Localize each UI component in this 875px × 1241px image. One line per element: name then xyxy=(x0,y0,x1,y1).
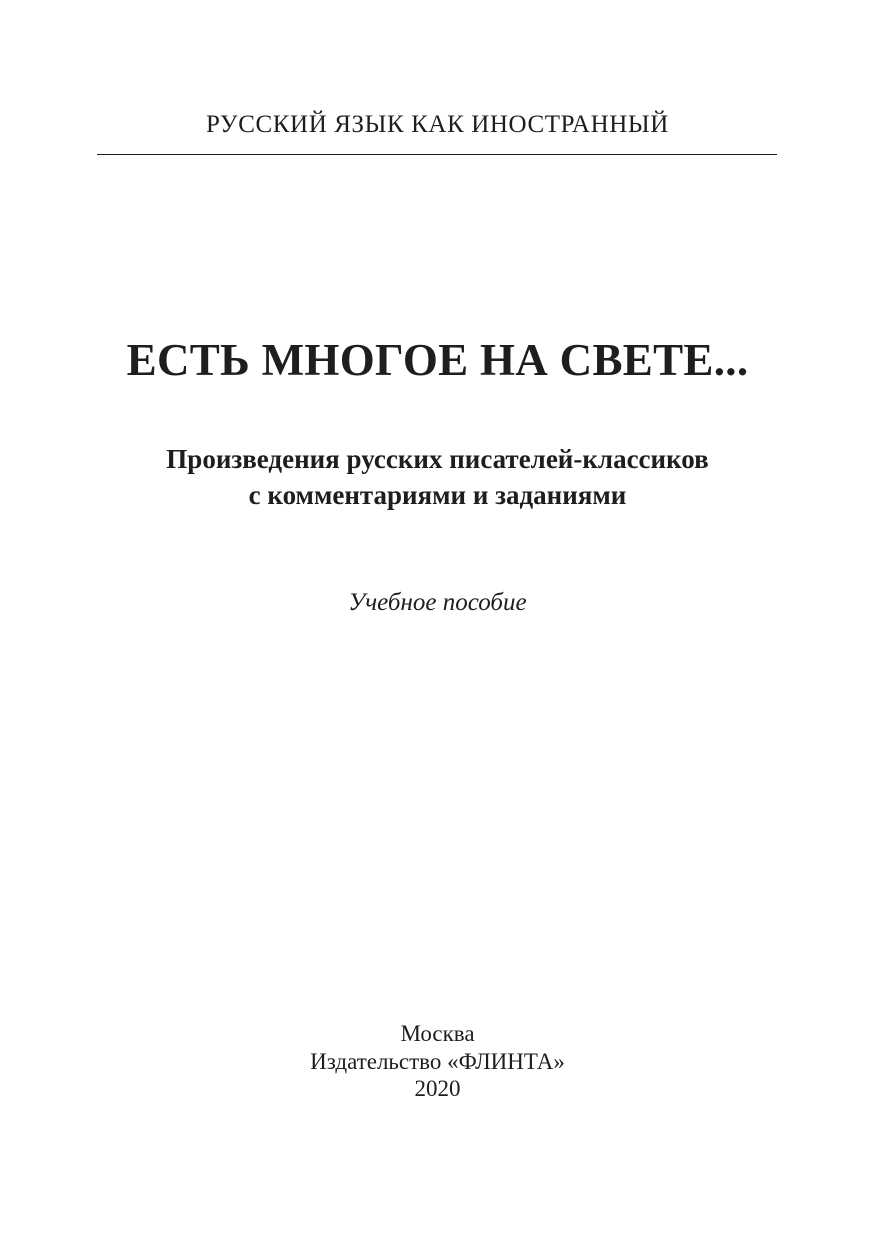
subtitle-line-1: Произведения русских писателей-классиков xyxy=(166,444,709,474)
book-subtitle xyxy=(0,441,875,513)
imprint-year: 2020 xyxy=(414,1076,461,1101)
header-rule xyxy=(97,154,777,155)
book-title: ЕСТЬ МНОГОЕ НА СВЕТЕ... xyxy=(126,335,749,385)
imprint-city: Москва xyxy=(400,1021,475,1046)
series-title: РУССКИЙ ЯЗЫК КАК ИНОСТРАННЫЙ xyxy=(206,111,669,138)
subtitle-line-2: с комментариями и заданиями xyxy=(248,480,627,510)
imprint-publisher: Издательство «ФЛИНТА» xyxy=(310,1048,565,1074)
imprint xyxy=(0,1020,875,1103)
book-genre: Учебное пособие xyxy=(348,589,527,616)
